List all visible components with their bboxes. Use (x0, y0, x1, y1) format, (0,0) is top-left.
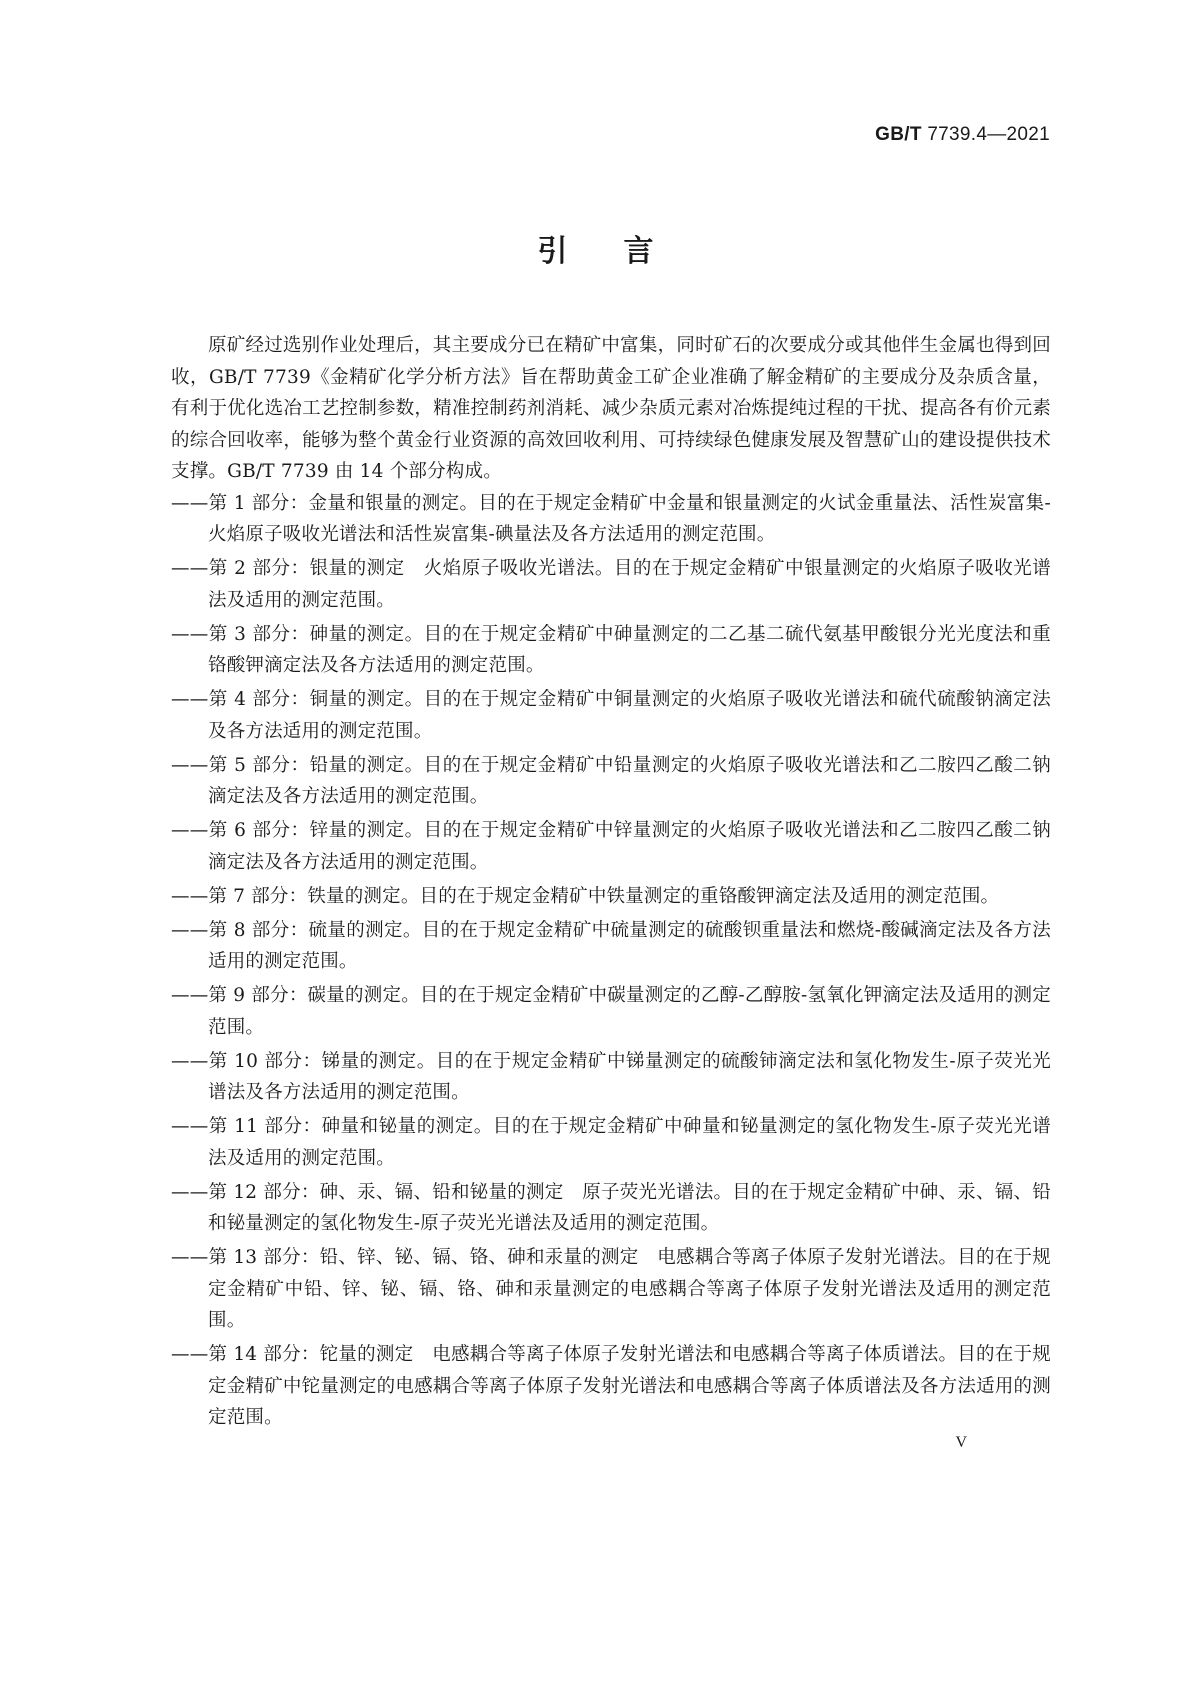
part-item-10: ——第 10 部分：锑量的测定。目的在于规定金精矿中锑量测定的硫酸铈滴定法和氢化物发生-原子荧光光谱法及各方法适用的测定范围。 (171, 1050, 1051, 1103)
part-item-13: ——第 13 部分：铅、锌、铋、镉、铬、砷和汞量的测定 电感耦合等离子体原子发射光谱法。目的在于规定金精矿中铅、锌、铋、镉、铬、砷和汞量测定的电感耦合等离子体原子发射光谱法及适用的测定范围。 (171, 1247, 1051, 1331)
part-item-8: ——第 8 部分：硫量的测定。目的在于规定金精矿中硫量测定的硫酸钡重量法和燃烧-酸碱滴定法及各方法适用的测定范围。 (171, 919, 1051, 972)
part-item-4: ——第 4 部分：铜量的测定。目的在于规定金精矿中铜量测定的火焰原子吸收光谱法和硫代硫酸钠滴定法及各方法适用的测定范围。 (171, 689, 1051, 742)
part-item-1: ——第 1 部分：金量和银量的测定。目的在于规定金精矿中金量和银量测定的火试金重量法、活性炭富集-火焰原子吸收光谱法和活性炭富集-碘量法及各方法适用的测定范围。 (171, 492, 1051, 545)
part-item-6: ——第 6 部分：锌量的测定。目的在于规定金精矿中锌量测定的火焰原子吸收光谱法和乙二胺四乙酸二钠滴定法及各方法适用的测定范围。 (171, 820, 1051, 873)
part-item-7: ——第 7 部分：铁量的测定。目的在于规定金精矿中铁量测定的重铬酸钾滴定法及适用的测定范围。 (171, 885, 1000, 907)
part-item-5: ——第 5 部分：铅量的测定。目的在于规定金精矿中铅量测定的火焰原子吸收光谱法和乙二胺四乙酸二钠滴定法及各方法适用的测定范围。 (171, 754, 1051, 807)
standard-code (875, 124, 1050, 146)
standard-code-number: 7739.4—2021 (921, 124, 1050, 145)
part-item-12: ——第 12 部分：砷、汞、镉、铅和铋量的测定 原子荧光光谱法。目的在于规定金精矿中砷、汞、镉、铅和铋量测定的氢化物发生-原子荧光光谱法及适用的测定范围。 (171, 1181, 1051, 1234)
page-number: V (955, 1434, 967, 1451)
page-title: 引言 (537, 234, 710, 269)
part-item-2: ——第 2 部分：银量的测定 火焰原子吸收光谱法。目的在于规定金精矿中银量测定的火焰原子吸收光谱法及适用的测定范围。 (171, 558, 1051, 611)
standard-code-prefix: GB/T (875, 124, 922, 145)
part-item-3: ——第 3 部分：砷量的测定。目的在于规定金精矿中砷量测定的二乙基二硫代氨基甲酸银分光光度法和重铬酸钾滴定法及各方法适用的测定范围。 (171, 623, 1051, 676)
part-item-11: ——第 11 部分：砷量和铋量的测定。目的在于规定金精矿中砷量和铋量测定的氢化物发生-原子荧光光谱法及适用的测定范围。 (171, 1116, 1051, 1169)
intro-paragraph: 原矿经过选别作业处理后，其主要成分已在精矿中富集，同时矿石的次要成分或其他伴生金属也得到回收，GB/T 7739《金精矿化学分析方法》旨在帮助黄金工矿企业准确了解金精矿的主要成分及杂质含量，有利于优化选冶工艺控制参数，精准控制药剂消耗、减少杂质元素对冶炼提纯过程的干扰、提高各有价元素的综合回收率，能够为整个黄金行业资源的高效回收利用、可持续绿色健康发展及智慧矿山的建设提供技术支撑。GB/T 7739 由 14 个部分构成。 (171, 335, 1051, 482)
part-item-14: ——第 14 部分：铊量的测定 电感耦合等离子体原子发射光谱法和电感耦合等离子体质谱法。目的在于规定金精矿中铊量测定的电感耦合等离子体原子发射光谱法和电感耦合等离子体质谱法及各方法适用的测定范围。 (171, 1344, 1051, 1428)
parts-list (171, 488, 1051, 1434)
part-item-9: ——第 9 部分：碳量的测定。目的在于规定金精矿中碳量测定的乙醇-乙醇胺-氢氧化钾滴定法及适用的测定范围。 (171, 985, 1051, 1038)
document-body (171, 330, 1051, 1436)
